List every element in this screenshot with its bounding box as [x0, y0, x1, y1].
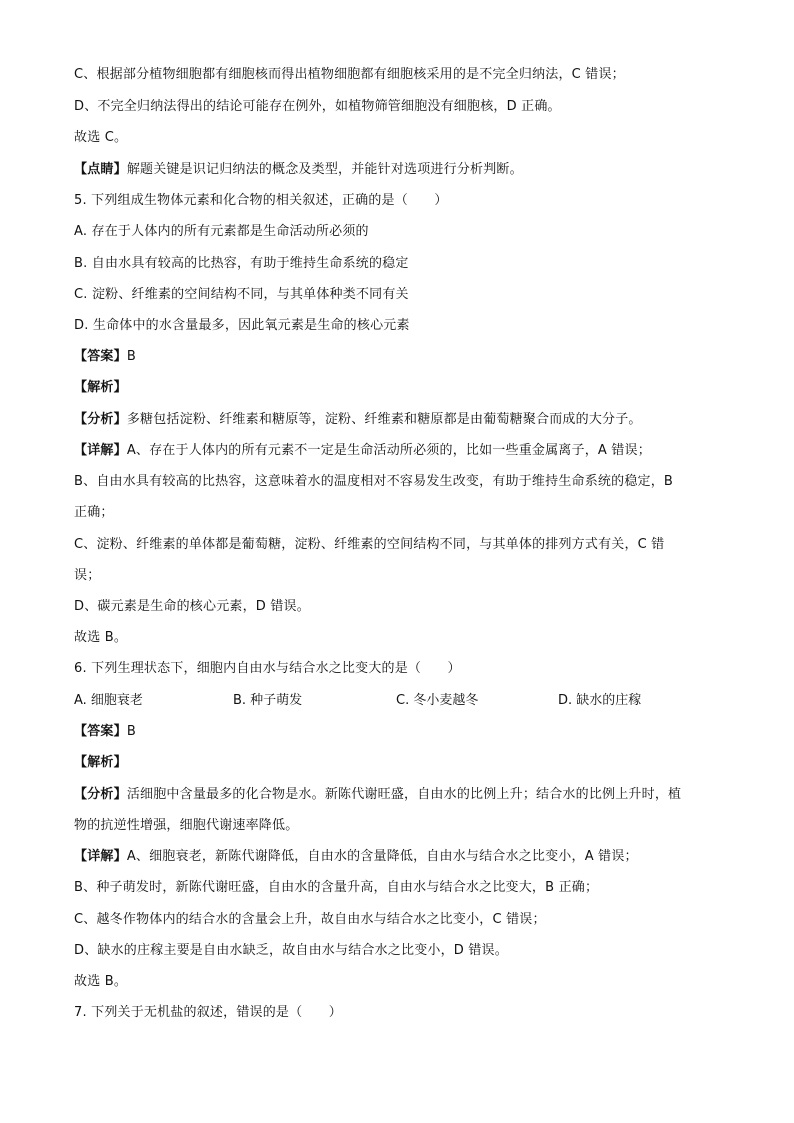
- text-line: 故选 B。: [74, 974, 128, 989]
- question-option-a: A. 细胞衰老: [74, 693, 143, 708]
- text-line: D、缺水的庄稼主要是自由水缺乏，故自由水与结合水之比变小，D 错误。: [74, 943, 508, 958]
- question-option-b: B. 种子萌发: [233, 693, 303, 708]
- text-line: [74, 442, 724, 460]
- section-tag: 【解析】: [74, 380, 127, 395]
- question-option: C. 淀粉、纤维素的空间结构不同，与其单体种类不同有关: [74, 287, 409, 302]
- text-line: [74, 411, 724, 429]
- text-line: [74, 161, 724, 179]
- text-line: D、碳元素是生命的核心元素，D 错误。: [74, 599, 310, 614]
- section-tag: 【分析】: [74, 787, 127, 802]
- line-text: A、细胞衰老，新陈代谢降低，自由水的含量降低，自由水与结合水之比变小，A 错误；: [126, 849, 638, 864]
- text-line: D、不完全归纳法得出的结论可能存在例外，如植物筛管细胞没有细胞核，D 正确。: [74, 99, 561, 114]
- section-tag: 【解析】: [74, 755, 127, 770]
- text-line: C、越冬作物体内的结合水的含量会上升，故自由水与结合水之比变小，C 错误；: [74, 912, 546, 927]
- question-title: 7. 下列关于无机盐的叙述，错误的是（ ）: [74, 1005, 342, 1020]
- question-option-c: C. 冬小麦越冬: [396, 693, 479, 708]
- question-option: B. 自由水具有较高的比热容，有助于维持生命系统的稳定: [74, 256, 409, 271]
- text-line: [74, 786, 724, 804]
- text-line: C、根据部分植物细胞都有细胞核而得出植物细胞都有细胞核采用的是不完全归纳法，C 错误；: [74, 67, 625, 82]
- text-line: [74, 848, 724, 866]
- line-text: 多糖包括淀粉、纤维素和糖原等，淀粉、纤维素和糖原都是由葡萄糖聚合而成的大分子。: [126, 412, 642, 427]
- text-line: 物的抗逆性增强，细胞代谢速率降低。: [74, 818, 299, 833]
- text-line: 故选 C。: [74, 130, 128, 145]
- text-line: 正确；: [74, 505, 114, 520]
- line-text: B: [126, 349, 136, 364]
- text-line: 故选 B。: [74, 630, 128, 645]
- line-text: B: [126, 724, 136, 739]
- question-option-d: D. 缺水的庄稼: [558, 693, 642, 708]
- section-tag: 【答案】: [74, 349, 127, 364]
- text-line: B、种子萌发时，新陈代谢旺盛，自由水的含量升高，自由水与结合水之比变大，B 正确；: [74, 880, 599, 895]
- text-line: 误；: [74, 568, 101, 583]
- section-tag: 【详解】: [74, 443, 127, 458]
- section-tag: 【点睛】: [74, 162, 127, 177]
- answer-line: [74, 348, 724, 366]
- question-option: A. 存在于人体内的所有元素都是生命活动所必须的: [74, 224, 369, 239]
- question-option: D. 生命体中的水含量最多，因此氧元素是生命的核心元素: [74, 318, 410, 333]
- section-tag: 【分析】: [74, 412, 127, 427]
- line-text: 活细胞中含量最多的化合物是水。新陈代谢旺盛，自由水的比例上升；结合水的比例上升时，植: [126, 787, 682, 802]
- question-title: 5. 下列组成生物体元素和化合物的相关叙述，正确的是（ ）: [74, 193, 448, 208]
- section-tag: 【答案】: [74, 724, 127, 739]
- section-tag: 【详解】: [74, 849, 127, 864]
- question-title: 6. 下列生理状态下，细胞内自由水与结合水之比变大的是（ ）: [74, 661, 461, 676]
- line-text: A、存在于人体内的所有元素不一定是生命活动所必须的，比如一些重金属离子，A 错误；: [126, 443, 651, 458]
- analysis-heading: [74, 379, 724, 397]
- text-line: B、自由水具有较高的比热容，这意味着水的温度相对不容易发生改变，有助于维持生命系统的稳定，B: [74, 474, 674, 489]
- line-text: 解题关键是识记归纳法的概念及类型，并能针对选项进行分析判断。: [126, 162, 523, 177]
- text-line: C、淀粉、纤维素的单体都是葡萄糖，淀粉、纤维素的空间结构不同，与其单体的排列方式有关，C 错: [74, 537, 665, 552]
- analysis-heading: [74, 754, 724, 772]
- answer-line: [74, 723, 724, 741]
